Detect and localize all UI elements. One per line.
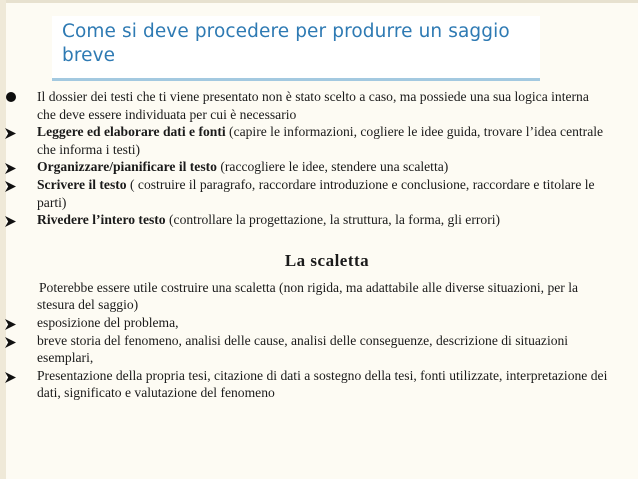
bullet-text: ( costruire il paragrafo, raccordare introduzione e conclusione, raccordare e titolare le parti) xyxy=(37,176,595,210)
list-item xyxy=(0,88,630,123)
bullet-text: (controllare la progettazione, la struttura, la forma, gli errori) xyxy=(165,212,501,228)
bullet-text: (capire le informazioni, cogliere le idee guida, trovare l’idea centrale che informa i testi) xyxy=(37,124,604,157)
list-item xyxy=(0,211,630,229)
list-item xyxy=(0,123,630,158)
bullet-text: Il dossier dei testi che ti viene presentato non è stato scelto a caso, ma possiede una sua logica interna che deve essere individuata per cui è necessario xyxy=(37,89,589,122)
bullet-bold: Rivedere l’intero testo xyxy=(37,212,166,228)
list-item xyxy=(0,332,630,367)
bullet-bold: Scrivere il testo xyxy=(37,176,127,192)
top-border xyxy=(0,0,638,3)
bullet-text: breve storia del fenomeno, analisi delle cause, analisi delle conseguenze, descrizione di situazioni esemplari, xyxy=(37,332,569,366)
slide-content xyxy=(0,88,630,402)
list-item xyxy=(0,314,630,332)
bullet-bold: Organizzare/pianificare il testo xyxy=(37,159,217,175)
arrow-bullet-icon xyxy=(5,214,16,232)
arrow-bullet-icon xyxy=(5,335,16,353)
bullet-text: esposizione del problema, xyxy=(37,314,179,330)
bullet-text: (raccogliere le idee, stendere una scaletta) xyxy=(216,159,449,175)
bullet-dot-icon xyxy=(6,92,16,102)
bullet-bold: Leggere ed elaborare dati e fonti xyxy=(37,124,226,140)
list-item xyxy=(0,176,630,211)
bullet-text: Presentazione della propria tesi, citazione di dati a sostegno della tesi, fonti utilizzate, interpretazione dei dati, significato e valutazione del fenomeno xyxy=(37,367,608,401)
arrow-bullet-icon xyxy=(5,370,16,388)
list-item xyxy=(0,158,630,176)
section-heading: La scaletta xyxy=(284,250,370,270)
list-item xyxy=(0,367,630,402)
arrow-bullet-icon xyxy=(5,126,16,144)
slide-title: Come si deve procedere per produrre un saggio breve xyxy=(62,21,510,66)
arrow-bullet-icon xyxy=(5,179,16,197)
section-intro: Poterebbe essere utile costruire una scaletta (non rigida, ma adattabile alle diverse situazioni, per la stesura del saggio) xyxy=(37,279,579,313)
